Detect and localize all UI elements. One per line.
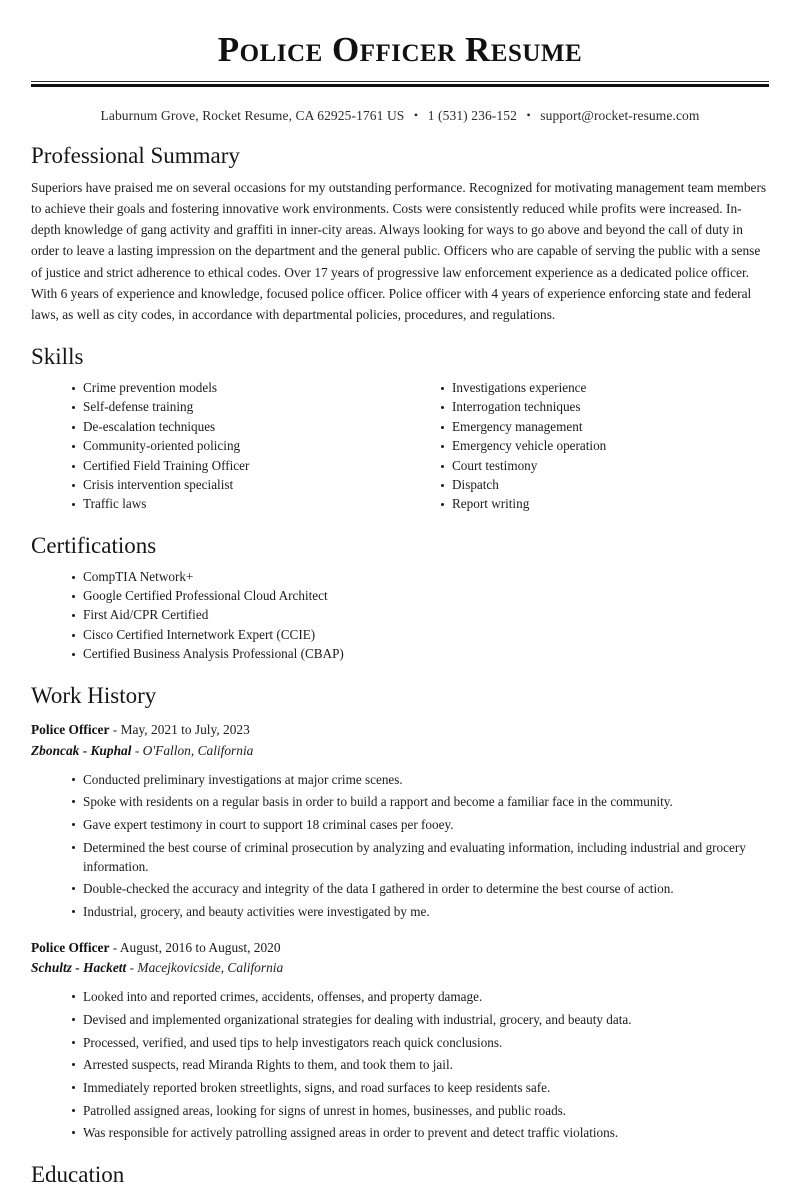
contact-separator-2: • [526, 108, 531, 123]
section-heading-education: Education [31, 1162, 125, 1188]
job-dash: - [129, 959, 135, 975]
list-item: Emergency vehicle operation [441, 436, 769, 455]
list-item: Certified Business Analysis Professional (CBAP) [72, 644, 769, 663]
skills-columns [31, 378, 769, 514]
job-title-line [31, 938, 769, 958]
list-item: Devised and implemented organizational strategies for dealing with industrial, grocery, and beauty data. [72, 1009, 769, 1032]
job-dates: May, 2021 to July, 2023 [120, 722, 250, 738]
contact-phone: 1 (531) 236-152 [427, 108, 517, 124]
section-heading-summary: Professional Summary [31, 143, 240, 169]
job-company-line [31, 958, 769, 978]
contact-separator-1: • [413, 108, 419, 123]
list-item: Looked into and reported crimes, accidents, offenses, and property damage. [72, 986, 769, 1009]
list-item: Court testimony [441, 456, 769, 475]
job-dash: - [112, 722, 118, 738]
list-item: Cisco Certified Internetwork Expert (CCIE) [72, 625, 769, 644]
list-item: Certified Field Training Officer [72, 456, 400, 475]
list-item: Immediately reported broken streetlights, signs, and road surfaces to keep residents safe. [72, 1077, 769, 1100]
list-item: Crime prevention models [72, 378, 400, 397]
work-history-entry [31, 938, 769, 1145]
list-item: Arrested suspects, read Miranda Rights to them, and took them to jail. [72, 1054, 769, 1077]
list-item: Dispatch [441, 475, 769, 494]
section-professional-summary [31, 142, 769, 325]
divider-line-thick [31, 84, 769, 87]
list-item: Crisis intervention specialist [72, 475, 400, 494]
list-item: De-escalation techniques [72, 417, 400, 436]
job-bullets [31, 986, 769, 1145]
section-education [31, 1161, 769, 1190]
list-item: Traffic laws [72, 494, 400, 513]
list-item: Gave expert testimony in court to support 18 criminal cases per fooey. [72, 814, 769, 837]
list-item: Emergency management [441, 417, 769, 436]
section-skills [31, 343, 769, 514]
job-company-line [31, 741, 769, 761]
list-item: Double-checked the accuracy and integrity of the data I gathered in order to determine the best course of action. [72, 878, 769, 901]
list-item: Determined the best course of criminal prosecution by analyzing and evaluating information, including industrial and grocery information. [72, 837, 769, 878]
summary-paragraph: Superiors have praised me on several occasions for my outstanding performance. Recognized for motivating management team members to achieve their goals and fostering innovative work environments. Costs were consistently reduced while profits were increased. In-depth knowledge of gang activity and graffiti in inner-city areas. Always looking for ways to go above and beyond the call of duty in order to leave a lasting impression on the department and the general public. Officers who are capable of serving the public with a sense of justice and strict adherence to ethical codes. Over 17 years of progressive law enforcement experience as a dedicated police officer. With 6 years of experience and knowledge, focused police officer. Police officer with 4 years of experience enforcing state and federal laws, as well as city codes, in accordance with departmental policies, procedures, and regulations. [31, 179, 767, 322]
skills-list-left [31, 378, 400, 514]
skills-list-right [400, 378, 769, 514]
list-item: Google Certified Professional Cloud Architect [72, 586, 769, 605]
work-history-entry [31, 720, 769, 923]
contact-line [31, 108, 769, 124]
list-item: Processed, verified, and used tips to help investigators reach quick conclusions. [72, 1032, 769, 1055]
job-title-line [31, 720, 769, 740]
skills-column-right [400, 378, 769, 514]
certifications-list [31, 567, 769, 664]
contact-email[interactable]: support@rocket-resume.com [540, 108, 700, 124]
list-item: CompTIA Network+ [72, 567, 769, 586]
job-company: Schultz - Hackett [31, 959, 127, 975]
job-bullets [31, 769, 769, 924]
list-item: Was responsible for actively patrolling assigned areas in order to prevent and detect traffic violations. [72, 1122, 769, 1145]
job-dash: - [112, 939, 118, 955]
section-heading-skills: Skills [31, 344, 84, 370]
list-item: Conducted preliminary investigations at major crime scenes. [72, 769, 769, 792]
list-item: Interrogation techniques [441, 397, 769, 416]
job-role: Police Officer [31, 939, 110, 955]
page-title: Police Officer Resume [217, 30, 583, 69]
contact-address: Laburnum Grove, Rocket Resume, CA 62925-1761 US [100, 108, 405, 124]
job-company: Zboncak - Kuphal [31, 742, 132, 758]
section-heading-work-history: Work History [31, 682, 157, 708]
header-divider [31, 81, 769, 87]
list-item: Report writing [441, 494, 769, 513]
section-work-history [31, 682, 769, 1145]
list-item: Community-oriented policing [72, 436, 400, 455]
list-item: Investigations experience [441, 378, 769, 397]
section-certifications [31, 532, 769, 664]
list-item: Self-defense training [72, 397, 400, 416]
job-dash: - [134, 742, 140, 758]
list-item: Industrial, grocery, and beauty activities were investigated by me. [72, 901, 769, 924]
job-location: Macejkovicside, California [137, 959, 284, 975]
skills-column-left [31, 378, 400, 514]
list-item: First Aid/CPR Certified [72, 605, 769, 624]
section-heading-certifications: Certifications [31, 532, 157, 558]
job-dates: August, 2016 to August, 2020 [119, 939, 281, 955]
job-location: O'Fallon, California [142, 742, 254, 758]
list-item: Spoke with residents on a regular basis in order to build a rapport and become a familiar face in the community. [72, 791, 769, 814]
job-role: Police Officer [31, 722, 110, 738]
list-item: Patrolled assigned areas, looking for signs of unrest in homes, businesses, and public roads. [72, 1100, 769, 1123]
